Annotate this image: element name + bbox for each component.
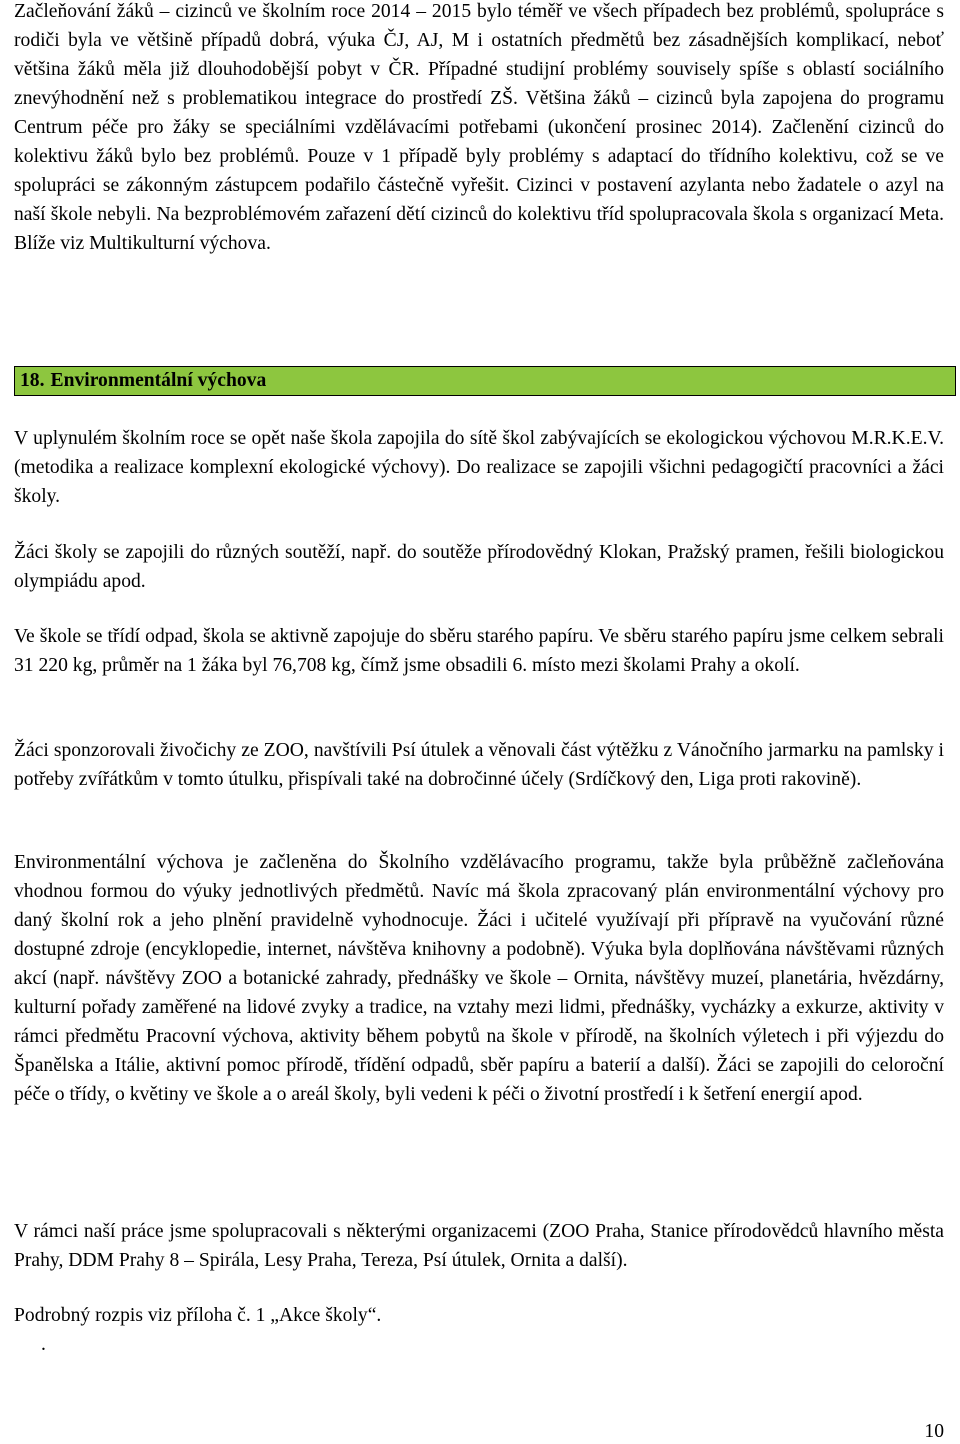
paragraph-intro: Začleňování žáků – cizinců ve školním roce 2014 – 2015 bylo téměř ve všech případech bez problémů, spolupráce s rodiči byla ve většině případů dobrá, výuka ČJ, AJ, M i ostatních předmětů bez zásadnějších komplikací, neboť většina žáků měla již dlouhodobější pobyt v ČR. Případné studijní problémy souvisely spíše s oblastí sociálního znevýhodnění než s problematikou integrace do prostředí ZŠ. Většina žáků – cizinců byla zapojena do programu Centrum péče pro žáky se speciálními vzdělávacími potřebami (ukončení prosinec 2014). Začlenění cizinců do kolektivu žáků bylo bez problémů. Pouze v 1 případě byly problémy s adaptací do třídního kolektivu, což se ve spolupráci se zákonným zástupcem podařilo částečně vyřešit. Cizinci v postavení azylanta nebo žadatele o azyl na naší škole nebyli. Na bezproblémovém zařazení dětí cizinců do kolektivu tříd spolupracovala škola s organizací Meta. Blíže viz Multikulturní výchova. bbox=[14, 1, 944, 254]
paragraph-environmental-education: Environmentální výchova je začleněna do Školního vzdělávacího programu, takže byla průběžně začleňována vhodnou formou do výuky jednotlivých předmětů. Navíc má škola zpracovaný plán environmentální výchovy pro daný školní rok a jeho plnění pravidelně vyhodnocuje. Žáci i učitelé využívají při přípravě na vyučování různé dostupné zdroje (encyklopedie, internet, návštěva knihovny a podobně). Výuka byla doplňována návštěvami různých akcí (např. návštěvy ZOO a botanické zahrady, přednášky ve škole – Ornita, návštěvy muzeí, planetária, hvězdárny, kulturní pořady zaměřené na lidové zvyky a tradice, na vztahy mezi lidmi, přednášky, vycházky a exkurze, aktivity v rámci předmětu Pracovní výchova, aktivity během pobytů na škole v přírodě, na školních výletech i při výjezdu do Španělska a Itálie, aktivní pomoc přírodě, třídění odpadů, sběr papíru a baterií a další). Žáci se zapojili do celoroční péče o třídy, o květiny ve škole a o areál školy, byli vedeni k péči o životní prostředí i k šetření energií apod. bbox=[14, 852, 944, 1105]
paragraph-cooperation: V rámci naší práce jsme spolupracovali s některými organizacemi (ZOO Praha, Stanice přírodovědců hlavního města Prahy, DDM Prahy 8 – Spirála, Lesy Praha, Tereza, Psí útulek, Ornita a další). bbox=[14, 1221, 944, 1271]
paragraph-competitions: Žáci školy se zapojili do různých soutěží, např. do soutěže přírodovědný Klokan, Pražský pramen, řešili biologickou olympiádu apod. bbox=[14, 542, 944, 592]
section-number: 18. bbox=[20, 370, 45, 391]
paragraph-appendix-reference: Podrobný rozpis viz příloha č. 1 „Akce školy“. bbox=[14, 1305, 382, 1326]
paragraph-waste-sorting: Ve škole se třídí odpad, škola se aktivně zapojuje do sběru starého papíru. Ve sběru starého papíru jsme celkem sebrali 31 220 kg, průměr na 1 žáka byl 76,708 kg, čímž jsme obsadili 6. místo mezi školami Prahy a okolí. bbox=[14, 626, 944, 676]
section-heading bbox=[14, 366, 956, 396]
paragraph-sponsorship: Žáci sponzorovali živočichy ze ZOO, navštívili Psí útulek a věnovali část výtěžku z Vánočního jarmarku na pamlsky i potřeby zvířátkům v tomto útulku, přispívali také na dobročinné účely (Srdíčkový den, Liga proti rakovině). bbox=[14, 740, 944, 790]
paragraph-mrkev: V uplynulém školním roce se opět naše škola zapojila do sítě škol zabývajících se ekologickou výchovou M.R.K.E.V. (metodika a realizace komplexní ekologické výchovy). Do realizace se zapojili všichni pedagogičtí pracovníci a žáci školy. bbox=[14, 428, 944, 507]
section-title: Environmentální výchova bbox=[50, 370, 267, 391]
stray-dot: . bbox=[41, 1334, 46, 1355]
page-number: 10 bbox=[924, 1421, 944, 1442]
